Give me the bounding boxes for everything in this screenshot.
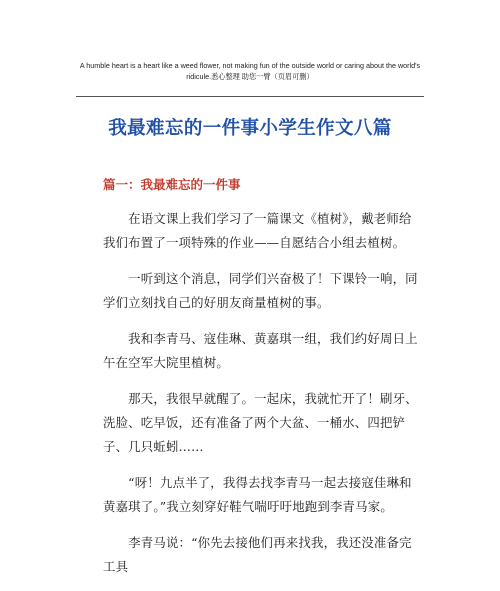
section-heading: 篇一：我最难忘的一件事 bbox=[103, 177, 241, 192]
header-line-1: A humble heart is a heart like a weed flower, not making fun of the outside world or caring about the world's bbox=[79, 61, 421, 70]
paragraph: 一听到这个消息，同学们兴奋极了！下课铃一响，同学们立刻找自己的好朋友商量植树的事。 bbox=[103, 271, 418, 310]
paragraph: 在语文课上我们学习了一篇课文《植树》，戴老师给我们布置了一项特殊的作业——自愿结合小组去植树。 bbox=[103, 211, 412, 250]
document-title: 我最难忘的一件事小学生作文八篇 bbox=[108, 118, 392, 139]
page-header bbox=[60, 60, 440, 82]
paragraph: 李青马说：“你先去接他们再来找我，我还没准备完工具 bbox=[103, 535, 412, 574]
header-divider bbox=[76, 96, 424, 97]
header-line-2: ridicule.悉心整理 助您一臂（页眉可删） bbox=[186, 72, 314, 81]
body-text bbox=[103, 207, 421, 591]
paragraph: 我和李青马、寇佳琳、黄嘉琪一组，我们约好周日上午在空军大院里植树。 bbox=[103, 331, 418, 370]
paragraph: “呀！九点半了，我得去找李青马一起去接寇佳琳和黄嘉琪了。”我立刻穿好鞋气喘吁吁地跑到李青马家。 bbox=[103, 475, 412, 514]
paragraph: 那天，我很早就醒了。一起床，我就忙开了！刷牙、洗脸、吃早饭，还有准备了两个大盆、一桶水、四把铲子、几只蚯蚓…… bbox=[103, 391, 418, 454]
